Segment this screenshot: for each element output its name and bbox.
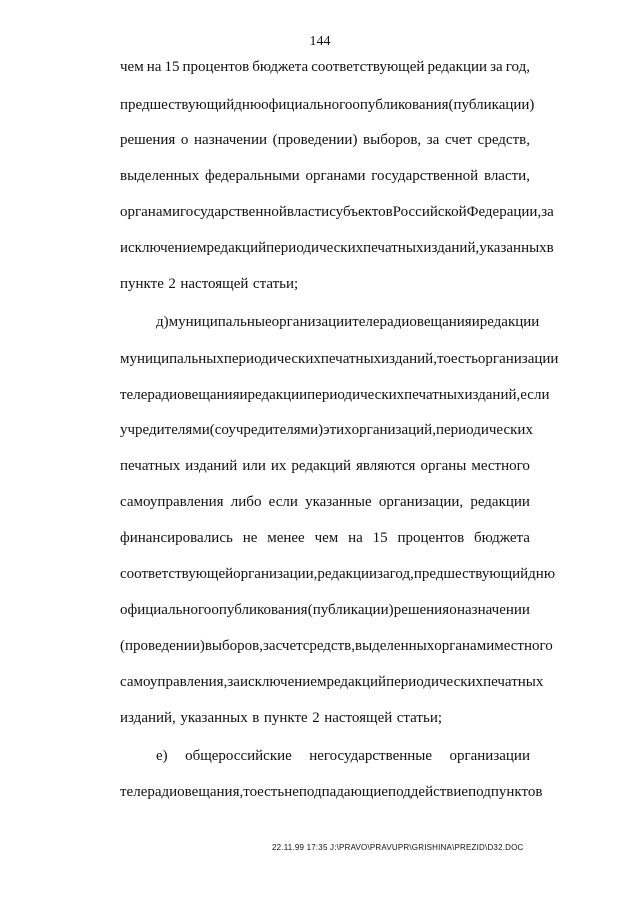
text-line <box>120 493 530 511</box>
text-line <box>120 457 530 475</box>
text-line <box>120 203 554 221</box>
word: печатных <box>363 240 424 256</box>
word: выделенных <box>120 168 200 184</box>
word: (публикации) <box>448 97 535 113</box>
word: год, <box>505 59 530 75</box>
word: указанных <box>479 240 547 256</box>
word: местного <box>471 458 530 474</box>
word: муниципальные <box>168 314 272 330</box>
word: за <box>262 638 276 654</box>
word: официального <box>261 97 353 113</box>
text-line <box>120 58 530 76</box>
word: общероссийские <box>185 748 292 764</box>
word: под <box>388 784 411 800</box>
text-line <box>120 131 530 149</box>
word: изданий, <box>423 240 480 256</box>
word: телерадиовещания, <box>120 784 244 800</box>
word: редакций <box>326 674 387 690</box>
word: соответствующей <box>311 59 425 75</box>
word: власти, <box>483 168 530 184</box>
word: есть <box>257 784 285 800</box>
word: финансировались <box>120 530 233 546</box>
word: средств, <box>302 638 355 654</box>
word: указанные <box>305 494 372 510</box>
word: органами <box>434 638 495 654</box>
word: и <box>471 314 480 330</box>
word: счет <box>275 638 303 654</box>
text-line <box>120 709 530 727</box>
word: негосударственные <box>309 748 433 764</box>
word: 2 <box>168 276 176 292</box>
word: настоящей <box>180 276 249 292</box>
word: федеральными <box>205 168 300 184</box>
word: чем <box>314 530 339 546</box>
word: телерадиовещания <box>120 387 240 403</box>
word: е) <box>156 748 168 764</box>
file-path-footer: 22.11.99 17:35 J:\PRAVO\PRAVUPR\GRISHINA\PREZID\D32.DOC <box>272 843 524 852</box>
word: изданий, <box>120 710 176 726</box>
text-line <box>120 167 530 185</box>
word: субъектов <box>329 204 393 220</box>
word: указанных <box>180 710 248 726</box>
word: есть <box>450 351 478 367</box>
word: органами <box>120 204 181 220</box>
word: редакций <box>291 458 351 474</box>
word: решения <box>393 602 450 618</box>
word: периодических <box>435 422 533 438</box>
word: изданий, <box>464 387 521 403</box>
word: редакции <box>427 59 488 75</box>
word: дню <box>234 97 262 113</box>
word: изданий, <box>381 351 437 367</box>
text-line <box>120 529 530 547</box>
word: за <box>490 59 503 75</box>
word: не <box>242 530 258 546</box>
word: официального <box>120 602 212 618</box>
word: печатных <box>404 387 465 403</box>
text-line <box>156 313 540 331</box>
word: организации <box>477 351 559 367</box>
word: действие <box>410 784 469 800</box>
word: периодических <box>266 240 364 256</box>
word: (проведении) <box>120 638 205 654</box>
word: бюджета <box>252 59 309 75</box>
word: о <box>180 132 189 148</box>
word: редакции <box>317 566 378 582</box>
word: организаций, <box>351 422 436 438</box>
word: опубликования <box>352 97 449 113</box>
word: 2 <box>312 710 320 726</box>
word: местного <box>494 638 553 654</box>
word: (соучредителями) <box>209 422 324 438</box>
word: если <box>268 494 298 510</box>
word: самоуправления <box>120 494 224 510</box>
word: статьи; <box>252 276 299 292</box>
word: на <box>146 59 162 75</box>
word: за <box>426 132 440 148</box>
word: дню <box>528 566 556 582</box>
word: исключением <box>120 240 207 256</box>
text-line <box>120 386 550 404</box>
word: редакции <box>479 314 540 330</box>
word: организации <box>271 314 353 330</box>
text-line <box>120 601 530 619</box>
text-line <box>120 96 535 114</box>
word: редакции <box>247 387 308 403</box>
word: в <box>252 710 260 726</box>
word: назначении <box>456 602 530 618</box>
word: 15 <box>164 59 180 75</box>
word: исключением <box>239 674 327 690</box>
word: организации, <box>378 494 464 510</box>
word: телерадиовещания <box>352 314 472 330</box>
word: власти <box>286 204 330 220</box>
word: подпадающие <box>298 784 389 800</box>
word: являются <box>355 458 416 474</box>
word: предшествующий <box>413 566 529 582</box>
word: о <box>449 602 457 618</box>
word: периодических <box>223 351 321 367</box>
word: муниципальных <box>120 351 224 367</box>
word: (проведении) <box>272 132 358 148</box>
word: на <box>348 530 363 546</box>
word: чем <box>120 59 144 75</box>
word: не <box>284 784 299 800</box>
text-line <box>120 239 554 257</box>
text-line <box>120 275 530 293</box>
word: самоуправления, <box>120 674 228 690</box>
word: и <box>239 387 248 403</box>
word: за <box>377 566 390 582</box>
word: процентов <box>182 59 250 75</box>
word: то <box>243 784 258 800</box>
word: решения <box>120 132 176 148</box>
word: их <box>270 458 287 474</box>
word: печатных <box>483 674 544 690</box>
word: выборов, <box>204 638 263 654</box>
text-line <box>120 673 544 691</box>
word: предшествующий <box>120 97 235 113</box>
word: счет <box>444 132 473 148</box>
text-line <box>156 747 530 765</box>
word: или <box>242 458 266 474</box>
word: выборов, <box>363 132 422 148</box>
word: пункте <box>120 276 164 292</box>
word: органами <box>305 168 366 184</box>
word: выделенных <box>354 638 435 654</box>
word: статьи; <box>396 710 443 726</box>
word: изданий <box>185 458 238 474</box>
word: бюджета <box>474 530 530 546</box>
word: периодических <box>307 387 405 403</box>
word: д) <box>156 314 169 330</box>
word: Федерации, <box>466 204 542 220</box>
word: менее <box>267 530 305 546</box>
word: государственной <box>371 168 479 184</box>
text-line <box>120 637 553 655</box>
word: пункте <box>263 710 308 726</box>
word: организации <box>449 748 530 764</box>
word: 15 <box>372 530 388 546</box>
page-number: 144 <box>309 34 331 49</box>
word: периодических <box>386 674 484 690</box>
word: за <box>541 204 554 220</box>
word: опубликования <box>211 602 308 618</box>
word: за <box>227 674 240 690</box>
word: процентов <box>397 530 465 546</box>
word: либо <box>230 494 262 510</box>
word: соответствующей <box>120 566 234 582</box>
word: печатных <box>120 458 181 474</box>
word: организации, <box>233 566 318 582</box>
word: год, <box>389 566 414 582</box>
word: этих <box>323 422 352 438</box>
word: подпунктов <box>468 784 543 800</box>
word: редакций <box>206 240 267 256</box>
text-line <box>120 783 543 801</box>
word: в <box>546 240 554 256</box>
text-line <box>120 421 533 439</box>
text-line <box>120 350 559 368</box>
word: учредителями <box>120 422 210 438</box>
word: назначении <box>194 132 267 148</box>
word: государственной <box>180 204 287 220</box>
word: печатных <box>320 351 382 367</box>
word: настоящей <box>324 710 393 726</box>
text-line <box>120 565 556 583</box>
word: (публикации) <box>307 602 394 618</box>
word: органы <box>420 458 467 474</box>
word: Российской <box>392 204 467 220</box>
word: то <box>436 351 451 367</box>
word: средств, <box>477 132 530 148</box>
word: редакции <box>470 494 530 510</box>
word: если <box>520 387 550 403</box>
